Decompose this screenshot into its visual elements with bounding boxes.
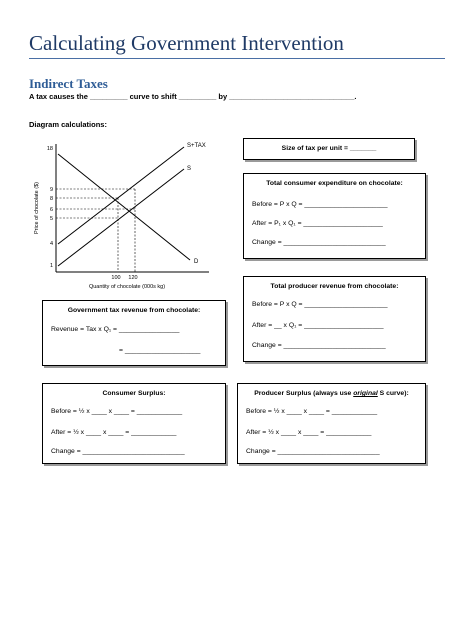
tax-diagram [24, 132, 220, 294]
producer-surplus-before: Before = ½ x ____ x ____ = ____________ [246, 408, 378, 415]
consumer-expenditure-change: Change = ___________________________ [252, 239, 386, 246]
consumer-surplus-change: Change = ___________________________ [51, 448, 185, 455]
government-revenue-equals: = ____________________ [119, 347, 201, 354]
government-revenue-box [42, 300, 226, 366]
producer-revenue-change: Change = ___________________________ [252, 342, 386, 349]
intro-sentence: A tax causes the _________ curve to shift _________ by ______________________________. [29, 92, 357, 101]
consumer-surplus-title: Consumer Surplus: [102, 390, 166, 397]
consumer-surplus-box [42, 383, 226, 464]
y-tick-label: 6 [49, 207, 53, 213]
s-tax-label: S+TAX [187, 143, 206, 149]
x-tick-label: 120 [128, 275, 138, 281]
consumer-expenditure-before: Before = P x Q = ______________________ [252, 201, 388, 208]
y-tick-label: 9 [49, 187, 53, 193]
y-tick-label: 5 [49, 216, 53, 222]
producer-surplus-change: Change = ___________________________ [246, 448, 380, 455]
x-tick-label: 100 [111, 275, 121, 281]
section-heading: Indirect Taxes [29, 76, 108, 91]
government-revenue-title: Government tax revenue from chocolate: [67, 307, 201, 314]
supply-curve [58, 169, 184, 266]
government-revenue-line: Revenue = Tax x Q₁ = ________________ [51, 326, 180, 333]
consumer-expenditure-box [243, 173, 426, 259]
producer-surplus-box [237, 383, 426, 464]
consumer-expenditure-title: Total consumer expenditure on chocolate: [266, 180, 403, 187]
producer-revenue-title: Total producer revenue from chocolate: [270, 283, 399, 290]
d-label: D [194, 259, 199, 265]
title-divider [29, 58, 445, 59]
x-axis-title: Quantity of chocolate (000s kg) [88, 284, 166, 290]
producer-revenue-after: After = __ x Q₁ = _____________________ [252, 322, 384, 329]
demand-curve [58, 154, 190, 260]
y-tick-label: 8 [49, 196, 53, 202]
page-title: Calculating Government Intervention [29, 31, 344, 55]
producer-surplus-title-prefix: Producer Surplus (always use [254, 390, 354, 397]
producer-surplus-title-suffix: S curve): [377, 390, 409, 397]
y-tick-label: 18 [46, 146, 53, 152]
consumer-surplus-after: After = ½ x ____ x ____ = ____________ [51, 429, 177, 436]
s-label: S [187, 166, 192, 172]
producer-surplus-title [238, 390, 425, 397]
consumer-surplus-before: Before = ½ x ____ x ____ = ____________ [51, 408, 183, 415]
size-of-tax-box [243, 138, 415, 160]
y-axis-title: Price of chocolate ($) [34, 182, 40, 234]
producer-surplus-title-emphasis: original [353, 390, 378, 397]
diagram-label: Diagram calculations: [29, 120, 107, 129]
y-tick-label: 1 [49, 263, 53, 269]
producer-revenue-before: Before = P x Q = ______________________ [252, 301, 388, 308]
size-of-tax-line: Size of tax per unit = _______ [281, 145, 377, 152]
producer-revenue-box [243, 276, 426, 362]
y-tick-label: 4 [49, 241, 53, 247]
producer-surplus-after: After = ½ x ____ x ____ = ____________ [246, 429, 372, 436]
s-tax-curve [58, 147, 184, 244]
consumer-expenditure-after: After = P₁ x Q₁ = _____________________ [252, 220, 383, 227]
